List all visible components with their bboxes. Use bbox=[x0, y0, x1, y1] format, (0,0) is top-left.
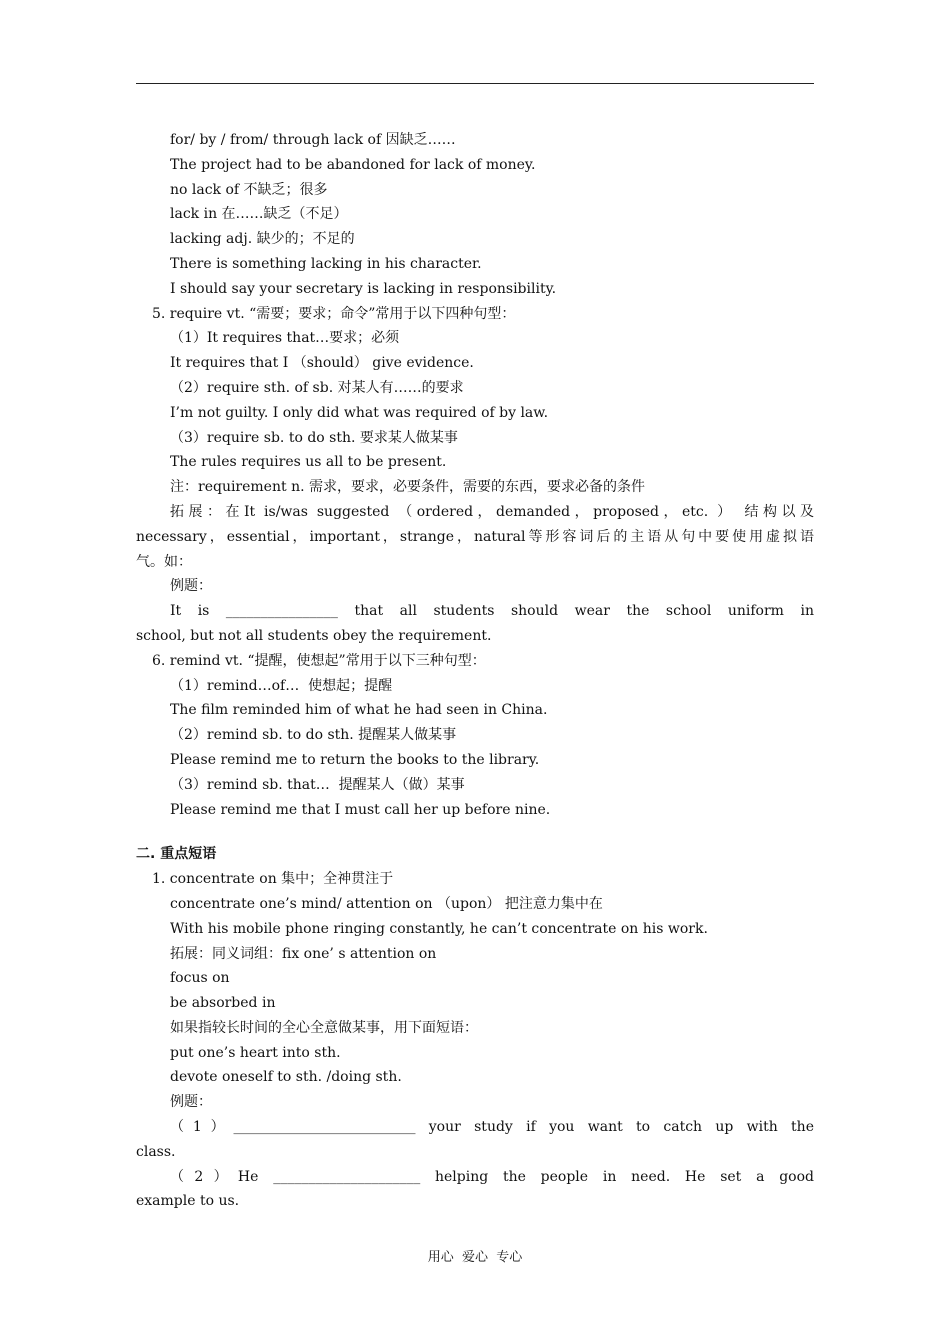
text-line: There is something lacking in his character. bbox=[170, 255, 482, 272]
text-line: （3）require sb. to do sth. 要求某人做某事 bbox=[170, 429, 458, 446]
text-line: 拓展：同义词组：fix one’ s attention on bbox=[170, 945, 437, 962]
text-line: （2）remind sb. to do sth. 提醒某人做某事 bbox=[170, 727, 457, 744]
text-line: focus on bbox=[170, 970, 230, 987]
text-line: devote oneself to sth. /doing sth. bbox=[170, 1069, 402, 1086]
text-line: （1）remind…of… 使想起；提醒 bbox=[170, 677, 393, 694]
text-line: 拓展：在It is/was suggested （ordered，demanded，proposed，etc. ） 结构以及 bbox=[170, 503, 814, 520]
text-line: The rules requires us all to be present. bbox=[170, 454, 447, 471]
item-title-concentrate: 1. concentrate on 集中；全神贯注于 bbox=[152, 871, 394, 888]
header-rule bbox=[136, 83, 814, 84]
exercise-line: class. bbox=[136, 1143, 176, 1160]
exercise-line: （2）He _____________________ helping the people in need. He set a good bbox=[170, 1168, 814, 1185]
exercise-line: （1）__________________________ your study if you want to catch up with the bbox=[170, 1119, 814, 1136]
text-line: 气。如： bbox=[136, 553, 192, 570]
exercise-line: It is ________________ that all students should wear the school uniform in bbox=[170, 603, 814, 620]
section-gap bbox=[136, 822, 814, 842]
text-line: necessary，essential，important，strange，natural等形容词后的主语从句中要使用虚拟语 bbox=[136, 528, 814, 545]
item-title-require: 5. require vt. “需要；要求；命令”常用于以下四种句型： bbox=[152, 305, 516, 322]
example-label: 例题： bbox=[170, 1094, 212, 1111]
text-line: concentrate one’s mind/ attention on （upon） 把注意力集中在 bbox=[170, 895, 603, 912]
text-line: With his mobile phone ringing constantly, he can’t concentrate on his work. bbox=[170, 920, 708, 937]
text-line: Please remind me to return the books to the library. bbox=[170, 751, 540, 768]
exercise-line: school, but not all students obey the requirement. bbox=[136, 627, 492, 644]
text-line: I’m not guilty. I only did what was required of by law. bbox=[170, 404, 549, 421]
text-line: be absorbed in bbox=[170, 995, 276, 1012]
text-line: It requires that I （should） give evidence. bbox=[170, 355, 474, 372]
document-body bbox=[136, 128, 814, 1214]
text-line: lacking adj. 缺少的；不足的 bbox=[170, 231, 355, 248]
text-line: Please remind me that I must call her up before nine. bbox=[170, 801, 551, 818]
text-line: no lack of 不缺乏；很多 bbox=[170, 181, 328, 198]
exercise-line: example to us. bbox=[136, 1193, 240, 1210]
item-title-remind: 6. remind vt. “提醒，使想起”常用于以下三种句型： bbox=[152, 652, 486, 669]
text-line: The film reminded him of what he had seen in China. bbox=[170, 702, 548, 719]
section-heading: 二. 重点短语 bbox=[136, 846, 217, 863]
text-line: lack in 在……缺乏（不足） bbox=[170, 206, 348, 223]
text-line: The project had to be abandoned for lack of money. bbox=[170, 156, 536, 173]
text-line: I should say your secretary is lacking in responsibility. bbox=[170, 280, 557, 297]
text-line: for/ by / from/ through lack of 因缺乏…… bbox=[170, 132, 456, 148]
text-line: put one’s heart into sth. bbox=[170, 1044, 341, 1061]
text-line: （1）It requires that…要求；必须 bbox=[170, 330, 400, 347]
text-line: （2）require sth. of sb. 对某人有……的要求 bbox=[170, 379, 464, 396]
text-line: （3）remind sb. that… 提醒某人（做）某事 bbox=[170, 776, 465, 793]
text-line: 注：requirement n. 需求，要求，必要条件，需要的东西，要求必备的条件 bbox=[170, 479, 645, 496]
example-label: 例题： bbox=[170, 578, 212, 595]
text-line: 如果指较长时间的全心全意做某事，用下面短语： bbox=[170, 1019, 478, 1036]
page-footer: 用心 爱心 专心 bbox=[427, 1250, 523, 1265]
